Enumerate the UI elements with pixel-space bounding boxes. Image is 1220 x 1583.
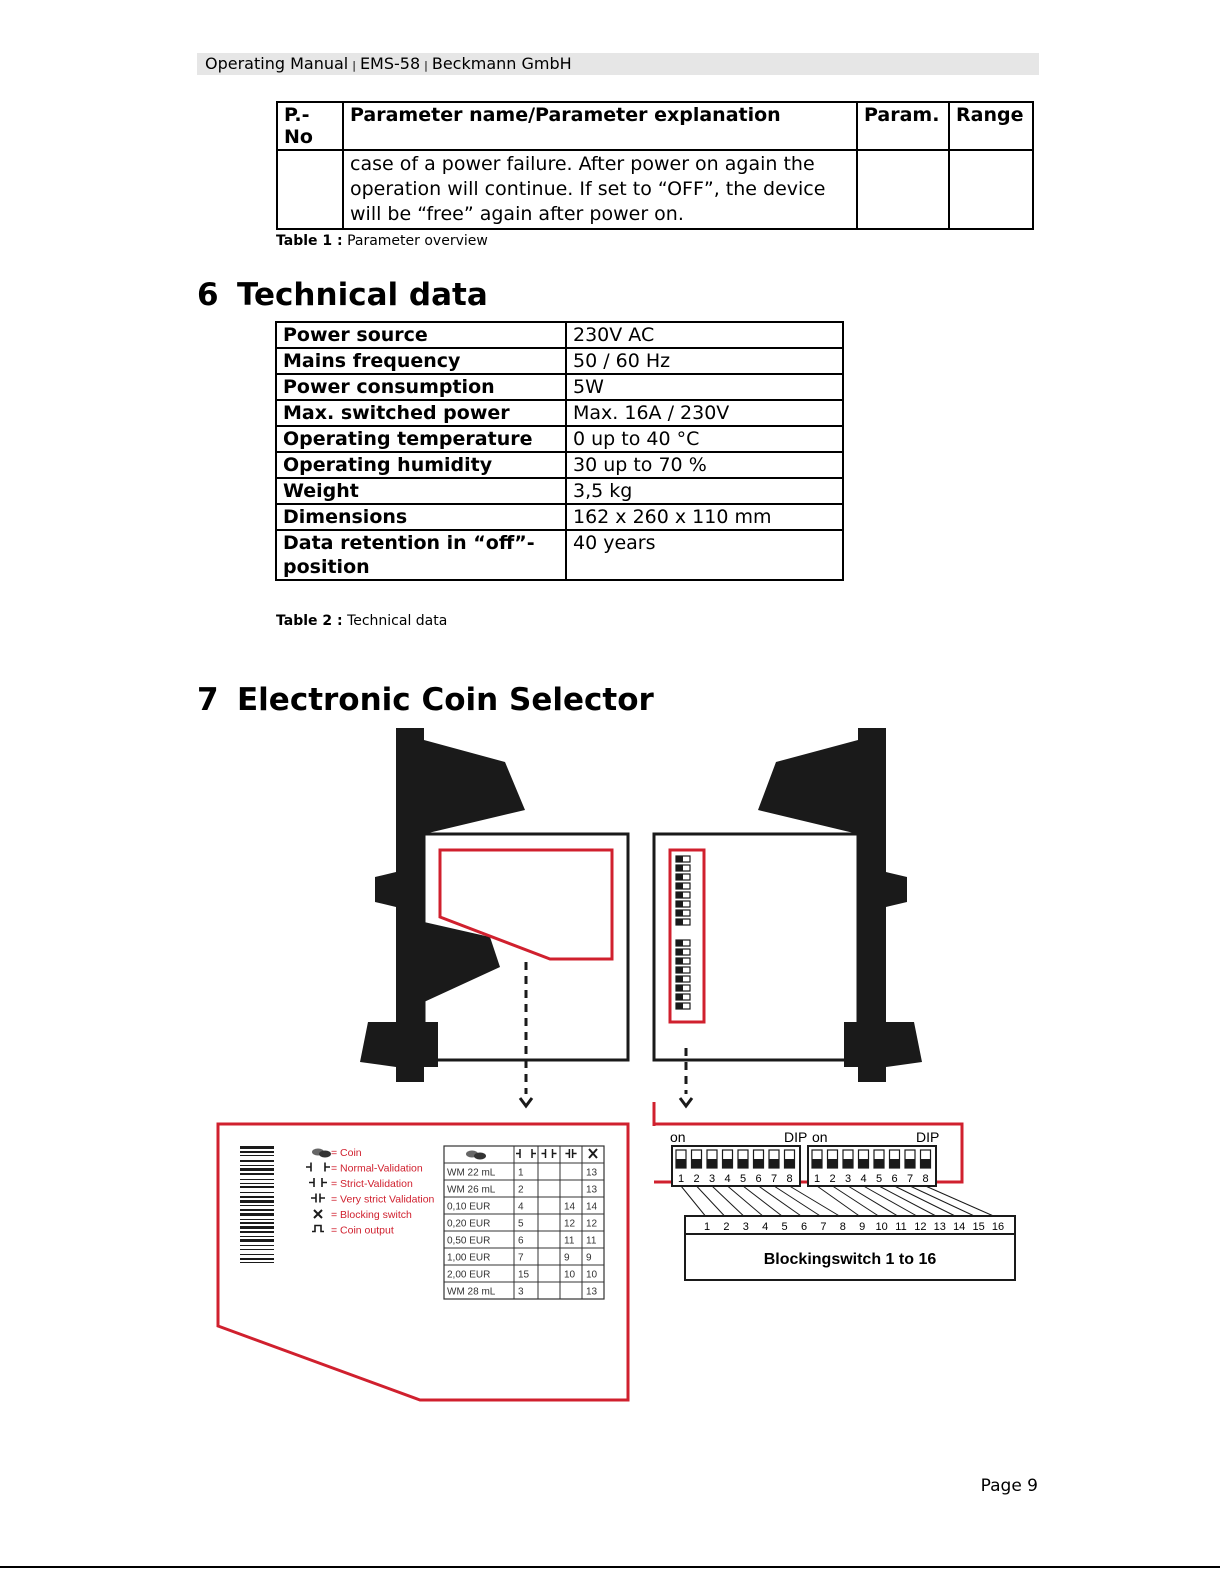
dip-number: 7 bbox=[770, 1173, 778, 1185]
legend-text: = Coin bbox=[331, 1147, 362, 1159]
table-row bbox=[276, 426, 843, 452]
mini-dip-knob bbox=[676, 940, 683, 946]
coin-table-cell: 10 bbox=[586, 1269, 598, 1281]
legend-text: = Very strict Validation bbox=[331, 1193, 435, 1206]
coin-table-cell: 0,10 EUR bbox=[447, 1201, 491, 1213]
page-number: Page 9 bbox=[980, 1476, 1038, 1496]
connector-line bbox=[743, 1186, 785, 1218]
barcode-bar bbox=[240, 1245, 274, 1246]
dip-number: 3 bbox=[708, 1173, 716, 1185]
tech-value: 0 up to 40 °C bbox=[566, 426, 843, 452]
blocking-number: 16 bbox=[991, 1221, 1005, 1233]
header-doc: Operating Manual bbox=[205, 54, 349, 73]
mini-dip-knob bbox=[676, 994, 683, 1000]
barcode-bar bbox=[240, 1165, 274, 1166]
barcode-bar bbox=[240, 1151, 274, 1153]
dip-on-label: on bbox=[812, 1129, 828, 1145]
coin-table-cell: WM 28 mL bbox=[447, 1286, 496, 1298]
parameter-table bbox=[276, 101, 1034, 230]
dip-number: 8 bbox=[922, 1173, 929, 1185]
legend-text: = Strict-Validation bbox=[331, 1178, 413, 1190]
mini-dip-knob bbox=[676, 901, 683, 907]
mini-dip-knob bbox=[676, 883, 683, 889]
coin-table-cell: 2,00 EUR bbox=[447, 1269, 491, 1281]
blocking-number: 6 bbox=[800, 1221, 808, 1233]
legend-text: = Coin output bbox=[331, 1224, 394, 1237]
mini-dip-knob bbox=[676, 856, 683, 862]
col-header-explanation: Parameter name/Parameter explanation bbox=[343, 102, 857, 150]
blocking-number: 4 bbox=[762, 1221, 769, 1233]
dip-switch-knob bbox=[785, 1159, 795, 1168]
dip-number: 7 bbox=[906, 1173, 914, 1185]
coin-table-cell: 7 bbox=[518, 1252, 524, 1264]
table2-caption bbox=[276, 613, 447, 629]
coin-table-cell: WM 26 mL bbox=[447, 1184, 496, 1196]
blocking-number: 14 bbox=[953, 1221, 966, 1233]
mini-dip-knob bbox=[676, 892, 683, 898]
barcode-bar bbox=[240, 1262, 274, 1263]
cell-explanation: case of a power failure. After power on again the operation will continue. If set to “OFF”, the device will be “free” again after power on. bbox=[343, 150, 857, 229]
barcode-bar bbox=[240, 1168, 274, 1171]
barcode-bar bbox=[240, 1205, 274, 1206]
connector-line bbox=[864, 1186, 921, 1218]
coin-table-cell: 3 bbox=[518, 1286, 524, 1298]
section-number: 7 bbox=[197, 682, 219, 718]
coin-table-cell: 6 bbox=[518, 1235, 524, 1247]
section-title: Electronic Coin Selector bbox=[237, 682, 654, 718]
mini-dip-knob bbox=[676, 958, 683, 964]
blocking-number: 1 bbox=[703, 1221, 711, 1233]
dip-on-label: on bbox=[670, 1129, 686, 1145]
blocking-title: Blockingswitch 1 to 16 bbox=[763, 1251, 937, 1268]
dip-label: DIP bbox=[784, 1129, 808, 1145]
coin-table-cell: 0,20 EUR bbox=[447, 1218, 491, 1230]
coin-label-panel bbox=[218, 1124, 628, 1400]
table-row bbox=[277, 150, 1033, 229]
barcode-bar bbox=[240, 1249, 274, 1250]
coin-table-cell: 0,50 EUR bbox=[447, 1235, 491, 1247]
table1-caption bbox=[276, 233, 488, 249]
connector-line bbox=[697, 1186, 727, 1218]
legend-text: = Normal-Validation bbox=[331, 1162, 423, 1175]
dip-number: 2 bbox=[693, 1173, 700, 1185]
col-header-param: Param. bbox=[857, 102, 949, 150]
col-header-pno: P.-No bbox=[277, 102, 343, 150]
tech-value: 40 years bbox=[566, 530, 843, 580]
mini-dip-knob bbox=[676, 985, 683, 991]
coin-table-cell: WM 22 mL bbox=[447, 1167, 496, 1179]
dip-number: 6 bbox=[755, 1173, 762, 1185]
section-number: 6 bbox=[197, 277, 219, 313]
caption-text: Technical data bbox=[347, 613, 448, 629]
coin-table-cell: 5 bbox=[518, 1218, 524, 1230]
dip-number: 4 bbox=[724, 1173, 731, 1185]
table-row bbox=[276, 374, 843, 400]
dip-switch-knob bbox=[905, 1159, 915, 1168]
coin-selector-diagram bbox=[210, 722, 1030, 1412]
table-row bbox=[276, 504, 843, 530]
dip-switches bbox=[672, 1146, 936, 1186]
blocking-number: 10 bbox=[875, 1221, 888, 1233]
dip-number: 5 bbox=[875, 1173, 883, 1185]
table-row bbox=[276, 348, 843, 374]
connector-line bbox=[728, 1186, 766, 1218]
dip-number: 5 bbox=[739, 1173, 747, 1185]
barcode-bar bbox=[240, 1258, 274, 1260]
connector-line bbox=[712, 1186, 746, 1218]
coin-table-cell: 14 bbox=[564, 1201, 576, 1213]
connector-line bbox=[879, 1186, 940, 1218]
mini-dip-knob bbox=[676, 865, 683, 871]
barcode-bar bbox=[240, 1183, 274, 1184]
running-header bbox=[197, 53, 1039, 75]
header-separator: | bbox=[424, 59, 428, 72]
tech-key: Data retention in “off”-position bbox=[276, 530, 566, 580]
tech-key: Power consumption bbox=[276, 374, 566, 400]
dip-switch-knob bbox=[754, 1159, 764, 1168]
dip-switch-knob bbox=[874, 1159, 884, 1168]
mini-dip-knob bbox=[676, 967, 683, 973]
mini-dip-knob bbox=[676, 919, 683, 925]
cell-param bbox=[857, 150, 949, 229]
coin-table-cell: 15 bbox=[518, 1269, 530, 1281]
tech-value: 162 x 260 x 110 mm bbox=[566, 504, 843, 530]
barcode-bar bbox=[240, 1222, 274, 1224]
coin-table-cell: 4 bbox=[518, 1201, 524, 1213]
mini-dip-knob bbox=[676, 1003, 683, 1009]
barcode-bar bbox=[240, 1160, 274, 1162]
connector-line bbox=[910, 1186, 979, 1218]
coin-selector-front-view bbox=[360, 728, 628, 1106]
dip-switch-knob bbox=[738, 1159, 748, 1168]
dip-switch-knob bbox=[692, 1159, 702, 1168]
dip-switch-knob bbox=[812, 1159, 822, 1168]
technical-data-table bbox=[275, 321, 844, 581]
blocking-number: 9 bbox=[859, 1221, 866, 1233]
blocking-number: 11 bbox=[895, 1221, 907, 1233]
mini-dip-knob bbox=[676, 976, 683, 982]
dip-switch-knob bbox=[843, 1159, 853, 1168]
dip-number: 4 bbox=[860, 1173, 867, 1185]
barcode-bar bbox=[240, 1254, 274, 1255]
dip-number: 8 bbox=[786, 1173, 793, 1185]
coin-table-cell: 12 bbox=[564, 1218, 576, 1230]
dip-switch-knob bbox=[769, 1159, 779, 1168]
blocking-number: 15 bbox=[972, 1221, 985, 1233]
dip-switch-panel bbox=[654, 1102, 1015, 1280]
tech-key: Weight bbox=[276, 478, 566, 504]
dip-switch-knob bbox=[707, 1159, 717, 1168]
dip-number: 6 bbox=[891, 1173, 898, 1185]
caption-label: Table 1 : bbox=[276, 233, 343, 249]
bottom-rule bbox=[0, 1566, 1220, 1568]
header-separator: | bbox=[352, 59, 356, 72]
barcode-bar bbox=[240, 1239, 274, 1242]
dip-number: 1 bbox=[677, 1173, 685, 1185]
coin-table-cell: 10 bbox=[564, 1269, 576, 1281]
dip-switch-knob bbox=[859, 1159, 869, 1168]
coin-table-cell: 13 bbox=[586, 1184, 598, 1196]
blocking-number: 5 bbox=[781, 1221, 788, 1233]
blocking-number: 3 bbox=[742, 1221, 749, 1233]
table-header-row bbox=[277, 102, 1033, 150]
table-row bbox=[276, 478, 843, 504]
barcode-bar bbox=[240, 1186, 274, 1188]
section-heading-6 bbox=[197, 277, 488, 313]
coin-table-cell: 1 bbox=[518, 1167, 524, 1179]
tech-key: Operating temperature bbox=[276, 426, 566, 452]
dip-number: 3 bbox=[844, 1173, 852, 1185]
mini-dip-knob bbox=[676, 874, 683, 880]
dip-switch-knob bbox=[890, 1159, 900, 1168]
mini-dip-knob bbox=[676, 910, 683, 916]
coin-selector-back-view bbox=[654, 728, 922, 1106]
barcode-bar bbox=[240, 1231, 274, 1233]
section-title: Technical data bbox=[237, 277, 488, 313]
coin-table-cell: 12 bbox=[586, 1218, 598, 1230]
coin-table-cell: 11 bbox=[564, 1235, 575, 1247]
coin-table-cell: 13 bbox=[586, 1286, 598, 1298]
connector-line bbox=[895, 1186, 960, 1218]
barcode-bar bbox=[240, 1236, 274, 1237]
table-row bbox=[276, 322, 843, 348]
barcode-bar bbox=[240, 1213, 274, 1216]
coin-table-cell: 9 bbox=[564, 1252, 570, 1264]
tech-key: Mains frequency bbox=[276, 348, 566, 374]
dip-label: DIP bbox=[916, 1129, 940, 1145]
tech-value: 5W bbox=[566, 374, 843, 400]
section-heading-7 bbox=[197, 682, 654, 718]
barcode-bar bbox=[240, 1179, 274, 1180]
tech-value: Max. 16A / 230V bbox=[566, 400, 843, 426]
coin-table-cell: 2 bbox=[518, 1184, 524, 1196]
dip-number: 2 bbox=[829, 1173, 836, 1185]
coin-table-cell: 1,00 EUR bbox=[447, 1252, 491, 1264]
barcode-bar bbox=[240, 1173, 274, 1175]
barcode-bar bbox=[240, 1192, 274, 1193]
coin-table-cell: 11 bbox=[586, 1235, 597, 1247]
coin-table-cell: 14 bbox=[586, 1201, 598, 1213]
table-row bbox=[276, 400, 843, 426]
tech-key: Operating humidity bbox=[276, 452, 566, 478]
caption-text: Parameter overview bbox=[347, 233, 488, 249]
blocking-number: 2 bbox=[723, 1221, 730, 1233]
cell-range bbox=[949, 150, 1033, 229]
dip-number: 1 bbox=[813, 1173, 821, 1185]
tech-key: Power source bbox=[276, 322, 566, 348]
barcode-bar bbox=[240, 1219, 274, 1220]
dip-switch-knob bbox=[921, 1159, 931, 1168]
header-company: Beckmann GmbH bbox=[431, 54, 572, 73]
header-model: EMS-58 bbox=[359, 54, 421, 73]
blocking-number: 13 bbox=[933, 1221, 946, 1233]
barcode-bar bbox=[240, 1209, 274, 1211]
connector-line bbox=[681, 1186, 707, 1218]
cell-pno bbox=[277, 150, 343, 229]
barcode-bar bbox=[240, 1155, 274, 1156]
barcode-bar bbox=[240, 1226, 274, 1229]
coin-table-cell: 9 bbox=[586, 1252, 592, 1264]
tech-value: 30 up to 70 % bbox=[566, 452, 843, 478]
blocking-number: 8 bbox=[839, 1221, 846, 1233]
tech-value: 50 / 60 Hz bbox=[566, 348, 843, 374]
connector-lines bbox=[681, 1186, 998, 1218]
table-row bbox=[276, 530, 843, 580]
dip-switch-knob bbox=[676, 1159, 686, 1168]
tech-value: 3,5 kg bbox=[566, 478, 843, 504]
dip-switch-knob bbox=[828, 1159, 838, 1168]
blocking-number: 7 bbox=[820, 1221, 827, 1233]
blocking-number: 12 bbox=[914, 1221, 927, 1233]
caption-label: Table 2 : bbox=[276, 613, 343, 629]
coin-table-cell: 13 bbox=[586, 1167, 598, 1179]
legend-text: = Blocking switch bbox=[331, 1209, 412, 1221]
barcode-bar bbox=[240, 1200, 274, 1203]
barcode-bar bbox=[240, 1146, 274, 1149]
barcode-bar bbox=[240, 1196, 274, 1198]
connector-line bbox=[926, 1186, 999, 1218]
mini-dip-knob bbox=[676, 949, 683, 955]
tech-key: Max. switched power bbox=[276, 400, 566, 426]
tech-key: Dimensions bbox=[276, 504, 566, 530]
col-header-range: Range bbox=[949, 102, 1033, 150]
tech-value: 230V AC bbox=[566, 322, 843, 348]
dip-switch-knob bbox=[723, 1159, 733, 1168]
table-row bbox=[276, 452, 843, 478]
